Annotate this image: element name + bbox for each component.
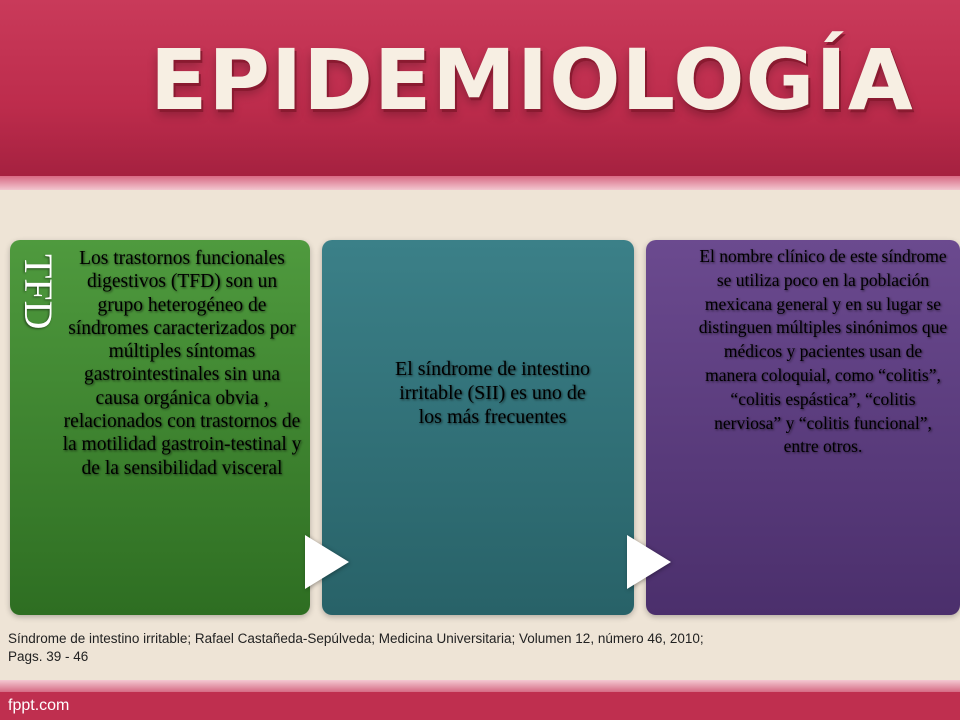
arrow-right-icon — [305, 535, 349, 589]
tfd-vertical-label: TFD — [16, 254, 61, 330]
arrow-right-icon — [627, 535, 671, 589]
tfd-panel-text: Los trastornos funcionales digestivos (TFD) son un grupo heterogéneo de síndromes caracterizados por múltiples síntomas gastrointestinales sin una causa orgánica obvia , relacionados con trastornos de la motilidad gastroin-testinal y de la sensibilidad visceral — [62, 248, 302, 479]
footer-divider — [0, 680, 960, 692]
header-divider — [0, 176, 960, 190]
sii-panel-text: El síndrome de intestino irritable (SII) es uno de los más frecuentes — [395, 358, 590, 428]
citation-text: Síndrome de intestino irritable; Rafael Castañeda-Sepúlveda; Medicina Universitaria; Volumen 12, número 46, 2010; Pags. 39 - 46 — [8, 631, 704, 664]
slide-title: EPIDEMIOLOGÍA — [150, 31, 914, 129]
brand-logo: fppt.com — [8, 697, 70, 714]
synonyms-panel-text: El nombre clínico de este síndrome se utiliza poco en la población mexicana general y en su lugar se distinguen múltiples sinónimos que médicos y pacientes usan de manera coloquial, como “colitis”, “colitis espástica”, “colitis nerviosa” y “colitis funcional”, entre otros. — [698, 246, 948, 457]
footer-bar — [0, 692, 960, 720]
